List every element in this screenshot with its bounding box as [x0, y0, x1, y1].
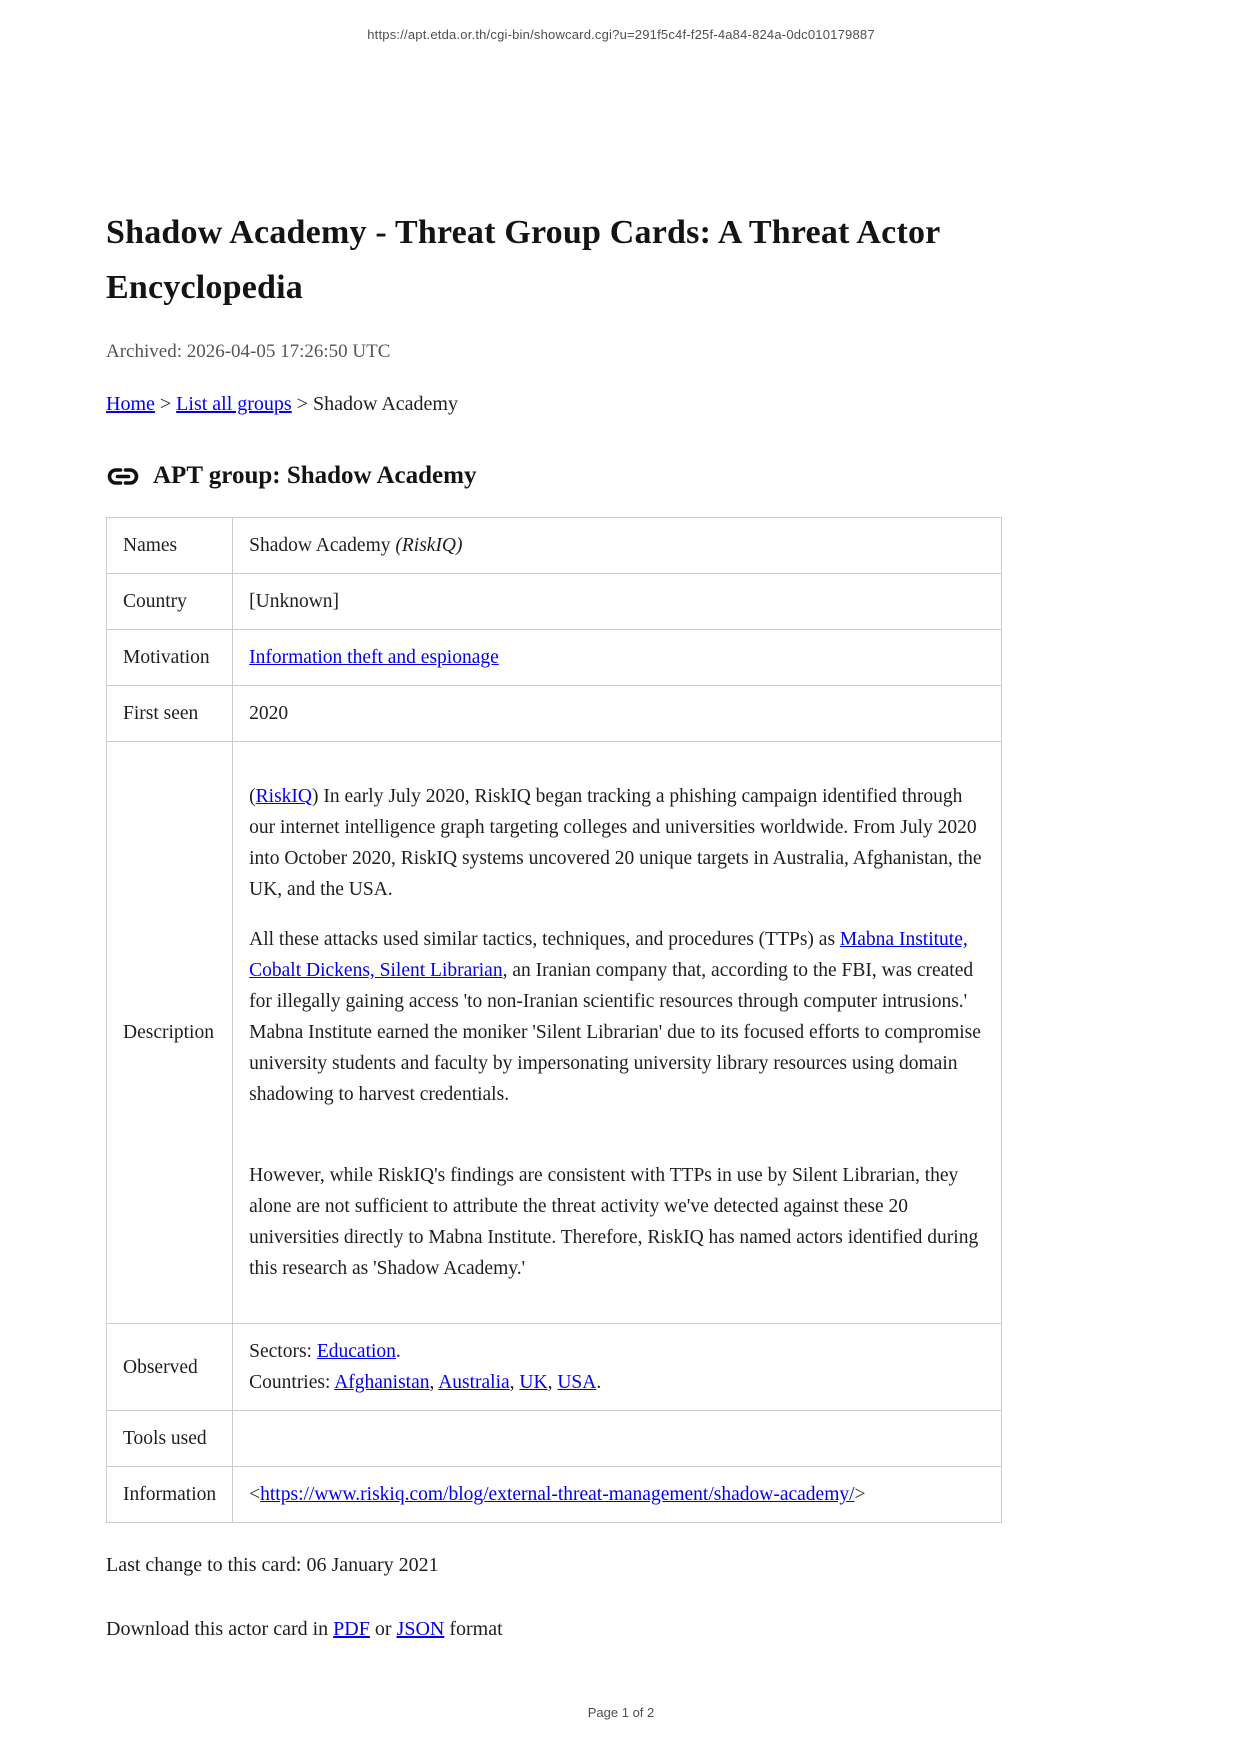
punctuation: < [249, 1484, 261, 1505]
table-row-country [107, 574, 1002, 630]
punctuation: , [509, 1372, 520, 1393]
row-value-names [233, 518, 1002, 574]
punctuation: , [429, 1372, 439, 1393]
row-label-first-seen: First seen [107, 686, 233, 742]
table-row-description [107, 742, 1002, 1324]
archived-timestamp: Archived: 2026-04-05 17:26:50 UTC [106, 341, 391, 362]
row-value-description [233, 742, 1002, 1324]
row-value-tools-used [233, 1411, 1002, 1467]
countries-label: Countries: [249, 1372, 335, 1393]
row-label-information: Information [107, 1467, 233, 1523]
last-change-text: Last change to this card: 06 January 2021 [106, 1554, 439, 1576]
table-row-first-seen [107, 686, 1002, 742]
table-row-tools-used [107, 1411, 1002, 1467]
download-json-link[interactable]: JSON [396, 1618, 445, 1640]
riskiq-link[interactable]: RiskIQ [255, 786, 312, 807]
breadcrumb-home-link[interactable]: Home [106, 393, 155, 415]
row-label-observed: Observed [107, 1324, 233, 1411]
download-text: Download this actor card in [106, 1618, 334, 1640]
row-value-observed [233, 1324, 1002, 1411]
row-label-motivation: Motivation [107, 630, 233, 686]
punctuation: . [596, 1372, 602, 1393]
country-uk-link[interactable]: UK [519, 1372, 548, 1393]
country-afghanistan-link[interactable]: Afghanistan [334, 1372, 430, 1393]
table-row-information [107, 1467, 1002, 1523]
breadcrumb [106, 393, 1002, 416]
punctuation: , [547, 1372, 558, 1393]
sector-education-link[interactable]: Education [316, 1341, 396, 1362]
breadcrumb-separator: > [154, 393, 177, 415]
row-value-country: [Unknown] [233, 574, 1002, 630]
breadcrumb-current: Shadow Academy [313, 393, 458, 415]
download-line [106, 1614, 1002, 1645]
apt-group-heading-text: APT group: Shadow Academy [153, 462, 477, 489]
row-label-tools-used: Tools used [107, 1411, 233, 1467]
download-text: or [369, 1618, 397, 1640]
group-name-source: (RiskIQ) [395, 535, 463, 556]
observed-countries-line [249, 1367, 985, 1398]
description-paragraph: However, while RiskIQ's findings are consistent with TTPs in use by Silent Librarian, they alone are not sufficient to attribute the threat activity we've detected against these 20 universities directly to Mabna Institute. Therefore, RiskIQ has named actors identified during this research as 'Shadow Academy.' [249, 1165, 979, 1279]
information-url-link[interactable]: https://www.riskiq.com/blog/external-threat-management/shadow-academy/ [260, 1484, 855, 1505]
motivation-link[interactable]: Information theft and espionage [249, 647, 499, 668]
print-footer-page-number: Page 1 of 2 [587, 1705, 655, 1720]
mabna-institute-link[interactable]: Mabna Institute, Cobalt Dickens, Silent Librarian [249, 929, 968, 981]
row-value-motivation [233, 630, 1002, 686]
row-label-names: Names [107, 518, 233, 574]
description-text: , an Iranian company that, according to the FBI, was created for illegally gaining access 'to non-Iranian scientific resources through computer intrusions.' Mabna Institute earned the moniker 'Silent Librarian' due to its focused efforts to compromise university students and faculty by impersonating university library resources using domain shadowing to harvest credentials. [249, 960, 981, 1105]
threat-card-table [106, 517, 1002, 1523]
sectors-label: Sectors: [249, 1341, 317, 1362]
breadcrumb-list-all-groups-link[interactable]: List all groups [176, 393, 292, 415]
row-label-country: Country [107, 574, 233, 630]
download-pdf-link[interactable]: PDF [333, 1618, 370, 1640]
table-row-names [107, 518, 1002, 574]
observed-sectors-line [249, 1336, 985, 1367]
row-value-first-seen: 2020 [233, 686, 1002, 742]
punctuation: > [854, 1484, 866, 1505]
country-australia-link[interactable]: Australia [438, 1372, 510, 1393]
apt-group-heading [106, 462, 1002, 490]
content-area [106, 0, 1002, 1645]
table-row-observed [107, 1324, 1002, 1411]
punctuation: . [395, 1341, 401, 1362]
print-header-url: https://apt.etda.or.th/cgi-bin/showcard.cgi?u=291f5c4f-f25f-4a84-824a-0dc010179887 [367, 27, 875, 42]
group-name: Shadow Academy [249, 535, 396, 556]
page-title: Shadow Academy - Threat Group Cards: A Threat Actor Encyclopedia [106, 214, 940, 306]
description-text: ) In early July 2020, RiskIQ began tracking a phishing campaign identified through our internet intelligence graph targeting colleges and universities worldwide. From July 2020 into October 2020, RiskIQ systems uncovered 20 unique targets in Australia, Afghanistan, the UK, and the USA. [249, 786, 982, 900]
description-text: ( [249, 786, 256, 807]
download-text: format [444, 1618, 503, 1640]
table-row-motivation [107, 630, 1002, 686]
row-value-information [233, 1467, 1002, 1523]
country-usa-link[interactable]: USA [557, 1372, 597, 1393]
breadcrumb-separator: > [291, 393, 313, 415]
description-paragraph [249, 781, 985, 905]
description-text: All these attacks used similar tactics, techniques, and procedures (TTPs) as [249, 929, 840, 950]
description-paragraph [249, 924, 985, 1110]
row-label-description: Description [107, 742, 233, 1324]
link-icon[interactable] [106, 464, 140, 489]
